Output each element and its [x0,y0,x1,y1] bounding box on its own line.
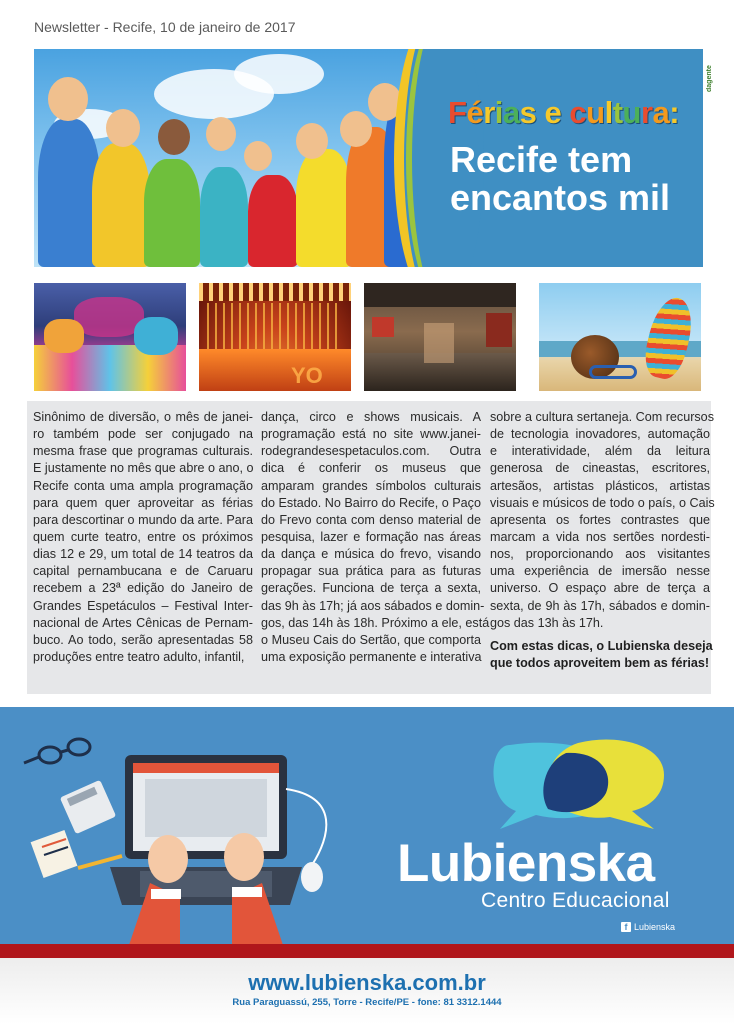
hero-title-letter: e [544,95,562,130]
article-line: visuais e músicos de todo o país, o Cais [490,495,715,510]
hero-banner [34,49,703,267]
hero-title-letter: u [622,95,641,130]
hero-title-letter: F [448,95,467,130]
article-column-2 [261,409,490,666]
article-line: dica é conferir os museus que [261,461,481,476]
hero-title-letter: a [652,95,670,130]
article-line: para quem quer aproveitar as férias [33,495,253,510]
pencil-icon [78,856,122,868]
speech-bubbles-logo [493,740,664,829]
footer-address: Rua Paraguassú, 255, Torre - Recife/PE - fone: 81 3312.1444 [232,997,502,1008]
article-line: Grandes Espetáculos – Festival Inter- [33,598,253,613]
hero-title-letter: s [519,95,537,130]
article-line: uma exposição permanente e interativa [261,649,482,664]
theater-performance-photo [34,283,186,391]
article-line: e interatividade, além da leitura [490,444,710,459]
article-column-3 [490,409,715,672]
article-line: nos, proporcionando aos visitantes [490,547,710,562]
article-line: rodegrandesespetaculos.com. Outra [261,444,481,459]
hero-title-letter: i [494,95,503,130]
article-line: da dança e música do frevo, visando [261,547,481,562]
article-line: E justamente no mês que abre o ano, o [33,461,254,476]
article-line: artesãos, artistas plásticos, artistas [490,478,710,493]
closing-line: Com estas dicas, o Lubienska deseja [490,638,713,653]
children-thumbs-up-photo [34,49,434,267]
calculator-icon [60,780,116,834]
newsletter-dateline: Newsletter - Recife, 10 de janeiro de 2017 [34,19,296,35]
phone-number: 81 3312.1444 [443,997,502,1008]
article-line: produções entre teatro adulto, infantil, [33,649,245,664]
beach-coconut-photo [539,283,701,391]
article-line: Sinônimo de diversão, o mês de janei- [33,410,253,424]
social-link[interactable] [621,922,675,932]
social-label: Lubienska [634,922,676,932]
article-line: de tecnologia inovadores, automação [490,427,710,442]
brand-name: Lubienska [397,834,655,893]
hero-title-letter: : [669,95,680,130]
article-line: marcam a vida nos sertões nordesti- [490,529,710,544]
article-line: do Estado. No Bairro do Recife, o Paço [261,495,481,510]
phone-label: fone: [417,997,441,1008]
article-column-1 [33,409,253,666]
article-line: dança, circo e shows musicais. A [261,410,481,424]
article-line: ro também pode ser conjugado na [33,427,253,442]
hero-title-letter: u [586,95,605,130]
brand-subtitle: Centro Educacional [481,889,670,912]
article-line: gos, das 14h às 18h. Próximo a ele, está [261,615,490,630]
facebook-icon: f [621,922,631,932]
glasses-icon [24,739,90,763]
side-tag: dagente [706,65,713,92]
laptop-icon [110,755,302,905]
mouse-icon [301,862,323,892]
article-line: propagar sua prática para as futuras [261,564,481,579]
hero-title-letter [536,95,544,130]
museum-interior-photo [364,283,516,391]
hero-title-recife: Recife tem encantos mil [450,139,671,218]
hero-title-letter: a [502,95,520,130]
red-stripe [0,944,734,958]
article-line: capital pernambucana e de Caruaru [33,564,253,579]
article-line: recebem a 23ª edição do Janeiro de [33,581,253,596]
hero-title-letter: é [466,95,484,130]
closing-line: que todos aproveitem bem as férias! [490,655,710,670]
article-line: Recife conta uma ampla programação [33,478,253,493]
hero-title-ferias-e-cultura [448,95,679,131]
article-line: do Frevo conta com denso material de [261,512,481,527]
article-body [27,401,715,694]
hero-title-letter: r [483,95,495,130]
article-line: nacional de Artes Cênicas de Pernam- [33,615,253,630]
hero-title-letter: t [612,95,623,130]
hero-title-letter: l [604,95,613,130]
article-line: generosa de cineastas, escritores, [490,461,710,476]
article-line: mesma frase que programas culturais. [33,444,253,459]
article-line: das 9h às 17h; já aos sábados e domin- [261,598,485,613]
article-line: gos das 13h às 17h. [490,615,604,630]
article-line: buco. Ao todo, serão apresentadas 58 [33,632,253,647]
address-text: Rua Paraguassú, 255, Torre - Recife/PE [232,997,410,1008]
article-line: programação está no site www.janei- [261,427,481,442]
article-line: pesquisa, lazer e formação nas áreas [261,529,481,544]
article-line: gerações. Funciona de terça a sexta, [261,581,481,596]
article-line: para descortinar o mundo da arte. Para [33,512,253,527]
hero-title-letter: r [640,95,653,130]
article-line: sexta, de 9h às 17h, sábados e domin- [490,598,710,613]
article-line: quem curte teatro, entre os próximos [33,529,253,544]
notepad-icon [31,830,78,878]
stage-lights-photo: YO [199,283,351,391]
article-line: apresenta os fortes contrastes que [490,512,710,527]
hero-title-letter: c [569,95,587,130]
article-line: amparam grandes símbolos culturais [261,478,481,493]
article-line: o Museu Cais do Sertão, que comporta [261,632,481,647]
article-line: dias 12 e 29, um total de 14 teatros da [33,547,253,562]
article-line: sobre a cultura sertaneja. Com recursos [490,410,714,424]
website-link[interactable]: www.lubienska.com.br [248,970,486,995]
brand-banner [0,707,734,948]
article-line: universo. O espaço abre de terça a [490,581,710,596]
article-line: uma experiência de imersão nesse [490,564,710,579]
